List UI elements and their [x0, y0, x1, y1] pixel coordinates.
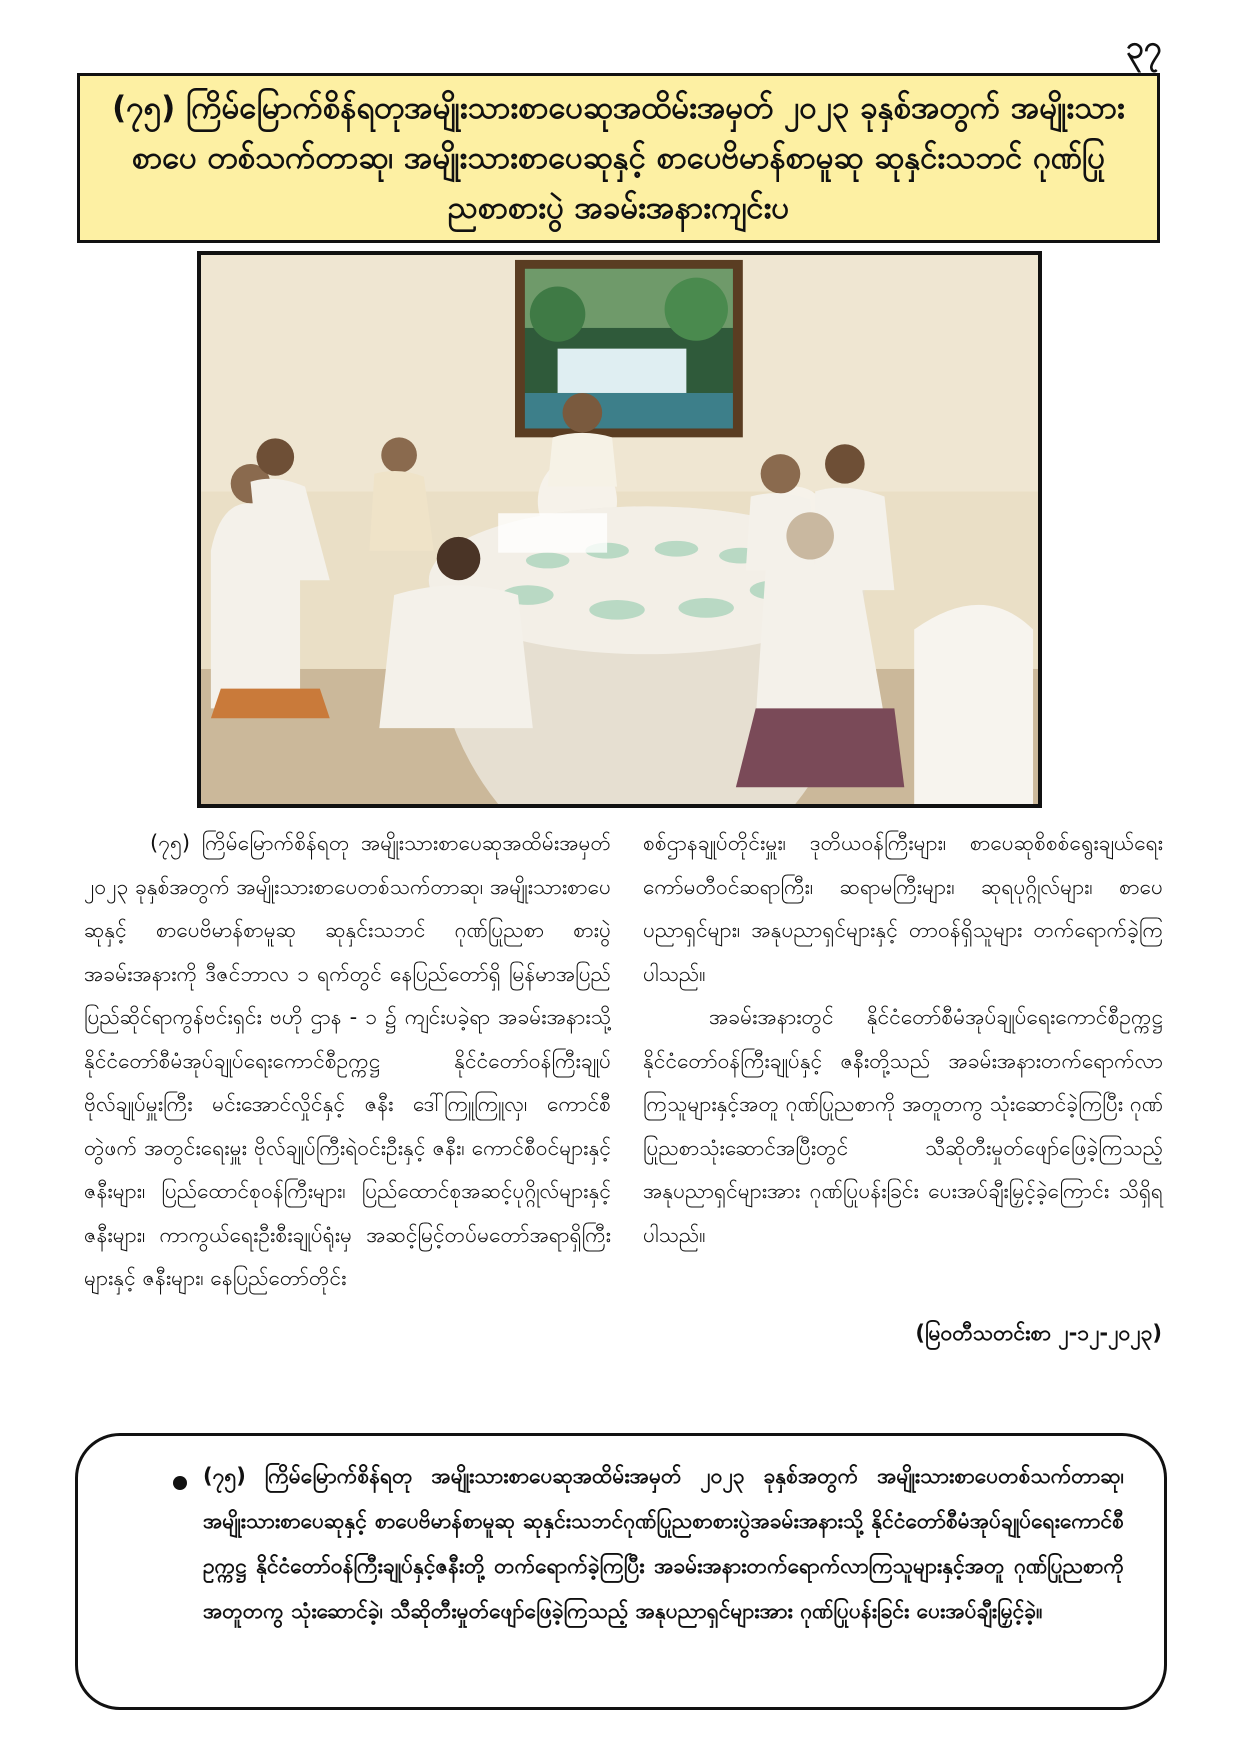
- article-paragraph: အခမ်းအနားတွင် နိုင်ငံတော်စီမံအုပ်ချုပ်ရေးကောင်စီဥက္ကဋ္ဌ နိုင်ငံတော်ဝန်ကြီးချုပ်နှင့် ဇနီးတို့သည် အခမ်းအနားတက်ရောက်လာကြသူများနှင့်အတူ ဂုဏ်ပြုညစာကို အတူတကွ သုံးဆောင်ခဲ့ကြပြီး ဂုဏ်ပြုညစာသုံးဆောင်အပြီးတွင် သီဆိုတီးမှုတ်ဖျော်ဖြေခဲ့ကြသည့် အနုပညာရှင်များအား ဂုဏ်ပြုပန်းခြင်း ပေးအပ်ချီးမြှင့်ခဲ့ကြောင်း သိရှိရပါသည်။: [643, 1005, 1163, 1247]
- summary-text: (၇၅) ကြိမ်မြောက်စိန်ရတု အမျိုးသားစာပေဆုအထိမ်းအမှတ် ၂၀၂၃ ခုနှစ်အတွက် အမျိုးသားစာပေတစ်သက်တာဆု၊ အမျိုးသားစာပေဆုနှင့် စာပေဗိမာန်စာမူဆု ဆုနှင်းသဘင်ဂုဏ်ပြုညစာစားပွဲအခမ်းအနားသို့ နိုင်ငံတော်စီမံအုပ်ချုပ်ရေးကောင်စီဥက္ကဋ္ဌ နိုင်ငံတော်ဝန်ကြီးချုပ်နှင့်ဇနီးတို့ တက်ရောက်ခဲ့ကြပြီး အခမ်းအနားတက်ရောက်လာကြသူများနှင့်အတူ ဂုဏ်ပြုညစာကို အတူတကွ သုံးဆောင်ခဲ့၊ သီဆိုတီးမှုတ်ဖျော်ဖြေခဲ့ကြသည့် အနုပညာရှင်များအား ဂုဏ်ပြုပန်းခြင်း ပေးအပ်ချီးမြှင့်ခဲ့။: [203, 1464, 1124, 1623]
- waterfall-painting: [515, 260, 743, 437]
- banquet-photo: [197, 251, 1042, 808]
- page-number: ၃၇: [1126, 28, 1162, 66]
- banquet-illustration: [201, 255, 1038, 804]
- article-paragraph-continued: စစ်ဌာနချုပ်တိုင်းမှူး၊ ဒုတိယဝန်ကြီးများ၊ စာပေဆုစိစစ်ရွေးချယ်ရေး ကော်မတီဝင်ဆရာကြီး၊ ဆရာမကြီးများ၊ ဆုရပုဂ္ဂိုလ်များ၊ စာပေပညာရှင်များ၊ အနုပညာရှင်များနှင့် တာဝန်ရှိသူများ တက်ရောက်ခဲ့ကြပါသည်။: [643, 831, 1163, 986]
- page-title: (၇၅) ကြိမ်မြောက်စိန်ရတုအမျိုးသားစာပေဆုအထိမ်းအမှတ် ၂၀၂၃ ခုနှစ်အတွက် အမျိုးသားစာပေ တစ်သက်တာဆု၊ အမျိုးသားစာပေဆုနှင့် စာပေဗိမာန်စာမူဆု ဆုနှင်းသဘင် ဂုဏ်ပြုညစာစားပွဲ အခမ်းအနားကျင်းပ: [77, 73, 1160, 243]
- bullet-icon: [173, 1476, 187, 1490]
- article-right-column: [643, 822, 1163, 1257]
- article-paragraph: (၇၅) ကြိမ်မြောက်စိန်ရတု အမျိုးသားစာပေဆုအထိမ်းအမှတ် ၂၀၂၃ ခုနှစ်အတွက် အမျိုးသားစာပေတစ်သက်တာဆု၊ အမျိုးသားစာပေဆုနှင့် စာပေဗိမာန်စာမူဆု ဆုနှင်းသဘင် ဂုဏ်ပြုညစာ စားပွဲအခမ်းအနားကို ဒီဇင်ဘာလ ၁ ရက်တွင် နေပြည်တော်ရှိ မြန်မာအပြည်ပြည်ဆိုင်ရာကွန်ဗင်းရှင်း ဗဟို ဌာန - ၁ ၌ ကျင်းပခဲ့ရာ အခမ်းအနားသို့ နိုင်ငံတော်စီမံအုပ်ချုပ်ရေးကောင်စီဥက္ကဋ္ဌ နိုင်ငံတော်ဝန်ကြီးချုပ် ဗိုလ်ချုပ်မှူးကြီး မင်းအောင်လှိုင်နှင့် ဇနီး ဒေါ်ကြူကြူလှ၊ ကောင်စီတွဲဖက် အတွင်းရေးမှူး ဗိုလ်ချုပ်ကြီးရဲဝင်းဦးနှင့် ဇနီး၊ ကောင်စီဝင်များနှင့်ဇနီးများ၊ ပြည်ထောင်စုဝန်ကြီးများ၊ ပြည်ထောင်စုအဆင့်ပုဂ္ဂိုလ်များနှင့် ဇနီးများ၊ ကာကွယ်ရေးဦးစီးချုပ်ရုံးမှ အဆင့်မြင့်တပ်မတော်အရာရှိကြီးများနှင့် ဇနီးများ၊ နေပြည်တော်တိုင်း: [84, 831, 611, 1290]
- article-left-column: [84, 822, 611, 1301]
- summary-box: [75, 1433, 1167, 1710]
- article-source: (မြဝတီသတင်းစာ ၂-၁၂-၂၀၂၃): [915, 1321, 1162, 1345]
